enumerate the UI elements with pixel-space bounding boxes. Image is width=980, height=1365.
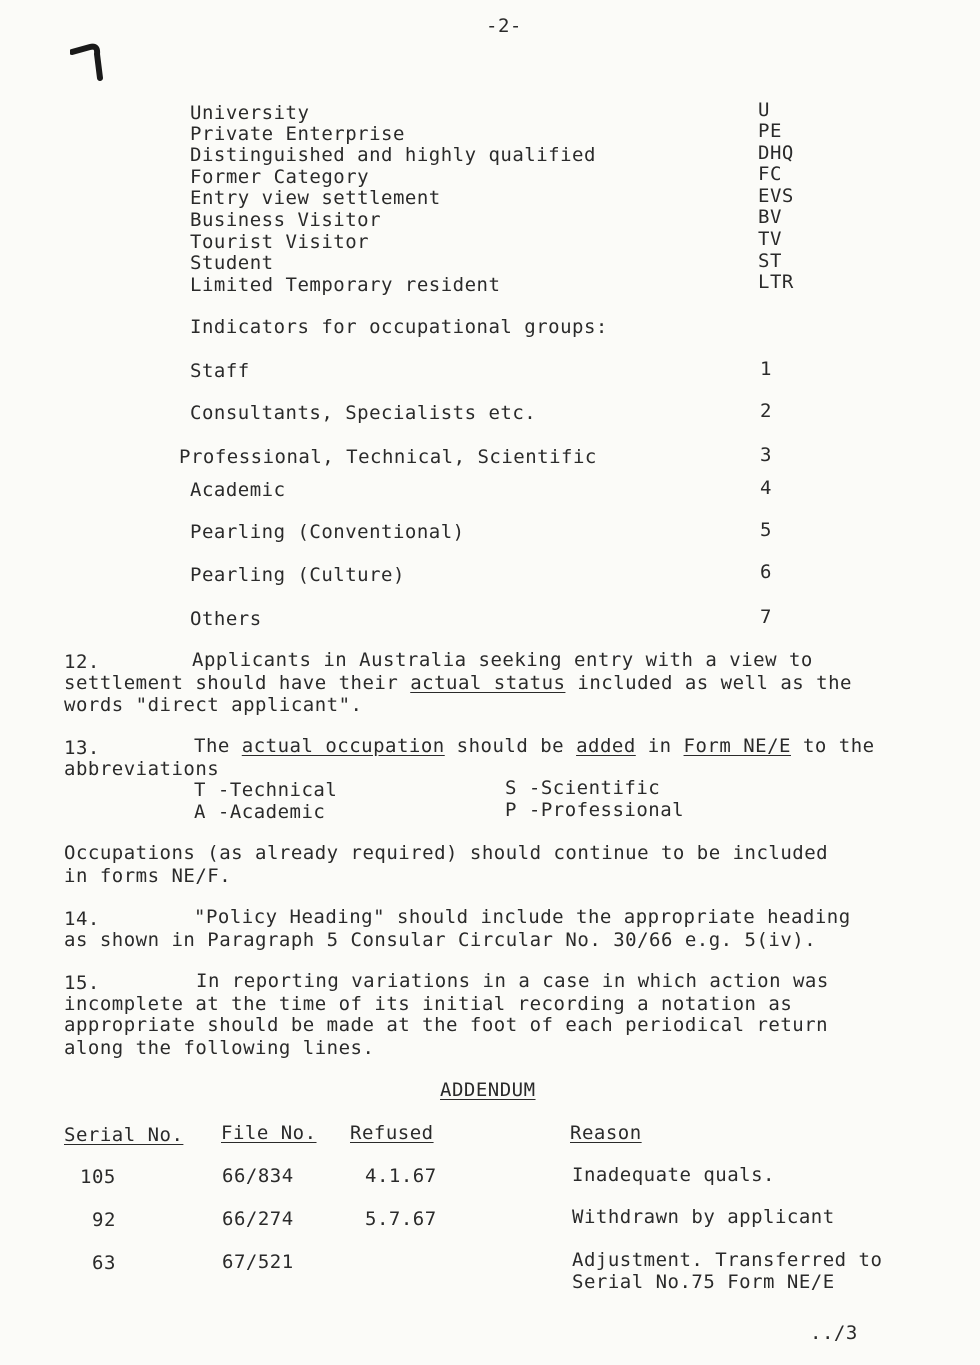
row-file: 66/274: [222, 1208, 294, 1230]
row-reason: Adjustment. Transferred to: [572, 1249, 883, 1271]
abbreviation: S -Scientific: [505, 777, 661, 799]
occupation-name: Staff: [190, 360, 250, 382]
continuation-marker: ../3: [810, 1322, 858, 1344]
row-refused: 4.1.67: [365, 1165, 437, 1187]
occupation-code: 5: [760, 519, 772, 541]
para-14-line: "Policy Heading" should include the appropriate heading: [194, 906, 851, 928]
para-13-line: The actual occupation should be added in Form NE/E to the: [194, 735, 875, 757]
para-14-number: 14.: [64, 908, 100, 930]
para-12-number: 12.: [64, 651, 100, 673]
para-15-line: incomplete at the time of its initial recording a notation as: [64, 993, 793, 1015]
row-reason: Serial No.75 Form NE/E: [572, 1271, 835, 1293]
category-code: ST: [758, 250, 782, 272]
para-12-line: words "direct applicant".: [64, 694, 363, 716]
row-file: 66/834: [222, 1165, 294, 1187]
para-12-line: Applicants in Australia seeking entry with a view to: [192, 649, 813, 671]
category-name: Entry view settlement: [190, 187, 441, 209]
occupation-code: 1: [760, 358, 772, 380]
category-name: Student: [190, 252, 274, 274]
occupation-code: 6: [760, 561, 772, 583]
header-reason: Reason: [570, 1122, 642, 1144]
occupation-code: 2: [760, 400, 772, 422]
para-15-line: along the following lines.: [64, 1037, 375, 1059]
para-13-number: 13.: [64, 737, 100, 759]
occupation-name: Others: [190, 608, 262, 630]
category-code: FC: [758, 163, 782, 185]
occupation-code: 7: [760, 606, 772, 628]
header-refused: Refused: [350, 1122, 434, 1144]
occupation-name: Professional, Technical, Scientific: [179, 446, 597, 468]
occupation-name: Pearling (Culture): [190, 564, 405, 586]
category-name: Limited Temporary resident: [190, 274, 501, 296]
addendum-title: ADDENDUM: [440, 1079, 536, 1101]
row-serial: 92: [92, 1209, 116, 1231]
occupations-note-line: in forms NE/F.: [64, 865, 232, 887]
para-13-line: abbreviations: [64, 758, 220, 780]
row-serial: 63: [92, 1252, 116, 1274]
category-code: LTR: [758, 271, 794, 293]
category-code: DHQ: [758, 142, 794, 164]
para-12-line: settlement should have their actual status included as well as the: [64, 672, 852, 694]
occupation-name: Academic: [190, 479, 286, 501]
category-name: Private Enterprise: [190, 123, 405, 145]
occupation-name: Pearling (Conventional): [190, 521, 465, 543]
category-name: University: [190, 102, 310, 124]
occupation-name: Consultants, Specialists etc.: [190, 402, 537, 424]
para-15-number: 15.: [64, 972, 100, 994]
category-name: Business Visitor: [190, 209, 382, 231]
header-serial: Serial No.: [64, 1124, 184, 1146]
category-name: Tourist Visitor: [190, 231, 370, 253]
occupation-code: 3: [760, 444, 772, 466]
category-code: BV: [758, 206, 782, 228]
category-code: TV: [758, 228, 782, 250]
occupational-heading: Indicators for occupational groups:: [190, 316, 608, 338]
category-code: U: [758, 99, 770, 121]
occupations-note-line: Occupations (as already required) should continue to be included: [64, 842, 829, 864]
row-reason: Inadequate quals.: [572, 1164, 775, 1186]
category-code: PE: [758, 120, 782, 142]
page-number: -2-: [486, 15, 522, 37]
abbreviation: P -Professional: [505, 799, 685, 821]
category-name: Former Category: [190, 166, 370, 188]
occupation-code: 4: [760, 477, 772, 499]
category-name: Distinguished and highly qualified: [190, 144, 596, 166]
header-file: File No.: [221, 1122, 317, 1144]
row-refused: 5.7.67: [365, 1208, 437, 1230]
category-code: EVS: [758, 185, 794, 207]
para-15-line: In reporting variations in a case in which action was: [196, 970, 829, 992]
row-reason: Withdrawn by applicant: [572, 1206, 835, 1228]
para-15-line: appropriate should be made at the foot of each periodical return: [64, 1014, 829, 1036]
para-14-line: as shown in Paragraph 5 Consular Circular No. 30/66 e.g. 5(iv).: [64, 929, 817, 951]
row-file: 67/521: [222, 1251, 294, 1273]
abbreviation: A -Academic: [194, 801, 326, 823]
abbreviation: T -Technical: [194, 779, 338, 801]
ink-mark: [70, 42, 118, 94]
row-serial: 105: [80, 1166, 116, 1188]
